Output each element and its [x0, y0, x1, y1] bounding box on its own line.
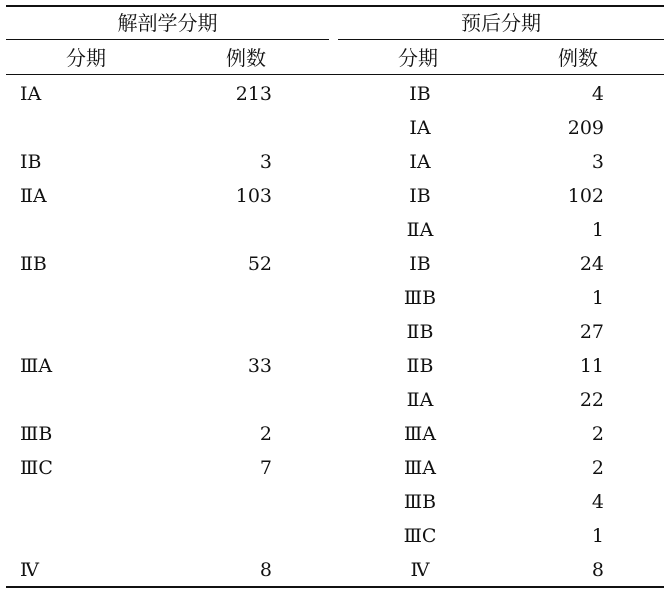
- group-rule-anatomic: [6, 39, 329, 40]
- prognostic-stage-cell: ⅢB: [403, 287, 437, 309]
- anatomic-stage-cell: ⅢB: [20, 423, 53, 445]
- anatomic-count-cell: 2: [259, 423, 272, 445]
- prognostic-stage-cell: IA: [409, 117, 431, 139]
- anatomic-count-cell: [200, 383, 272, 417]
- prognostic-count-cell: 11: [579, 355, 604, 377]
- group-header-anatomic: 解剖学分期: [117, 11, 218, 35]
- anatomic-count-cell: 3: [259, 151, 272, 173]
- anatomic-count-cell: [200, 315, 272, 349]
- prognostic-stage-cell: IB: [409, 83, 431, 105]
- prognostic-count-cell: 102: [567, 185, 604, 207]
- anatomic-count-cell: 103: [235, 185, 272, 207]
- prognostic-count-cell: 1: [591, 287, 604, 309]
- group-header-prognostic: 预后分期: [461, 11, 541, 35]
- anatomic-stage-cell: [20, 383, 100, 417]
- anatomic-count-cell: 33: [247, 355, 272, 377]
- prognostic-count-cell: 4: [591, 491, 604, 513]
- prognostic-count-cell: 4: [591, 83, 604, 105]
- anatomic-stage-cell: [20, 315, 100, 349]
- anatomic-count-cell: 7: [259, 457, 272, 479]
- prognostic-count-cell: 22: [579, 389, 604, 411]
- anatomic-stage-cell: IA: [20, 83, 42, 105]
- prognostic-stage-cell: ⅡA: [406, 219, 434, 241]
- prognostic-count-cell: 2: [591, 423, 604, 445]
- anatomic-stage-cell: ⅢC: [20, 457, 53, 479]
- anatomic-stage-cell: [20, 485, 100, 519]
- prognostic-count-cell: 209: [567, 117, 604, 139]
- prognostic-count-cell: 1: [591, 525, 604, 547]
- prognostic-stage-cell: Ⅳ: [410, 559, 430, 581]
- col-header-anatomic-count: 例数: [226, 46, 266, 70]
- col-header-prognostic-count: 例数: [558, 46, 598, 70]
- anatomic-count-cell: 8: [259, 559, 272, 581]
- col-header-anatomic-stage: 分期: [66, 46, 106, 70]
- anatomic-count-cell: [200, 485, 272, 519]
- anatomic-stage-cell: [20, 111, 100, 145]
- anatomic-stage-cell: ⅡB: [20, 253, 47, 275]
- anatomic-stage-cell: IB: [20, 151, 42, 173]
- prognostic-stage-cell: IA: [409, 151, 431, 173]
- anatomic-stage-cell: [20, 281, 100, 315]
- anatomic-count-cell: [200, 213, 272, 247]
- prognostic-stage-cell: ⅡB: [406, 355, 434, 377]
- prognostic-count-cell: 1: [591, 219, 604, 241]
- anatomic-stage-cell: [20, 519, 100, 553]
- anatomic-stage-cell: ⅡA: [20, 185, 47, 207]
- col-header-prognostic-stage: 分期: [398, 46, 438, 70]
- anatomic-count-cell: [200, 111, 272, 145]
- prognostic-count-cell: 8: [591, 559, 604, 581]
- prognostic-stage-cell: ⅡA: [406, 389, 434, 411]
- anatomic-stage-cell: ⅢA: [20, 355, 53, 377]
- prognostic-count-cell: 27: [579, 321, 604, 343]
- prognostic-count-cell: 2: [591, 457, 604, 479]
- prognostic-count-cell: 3: [591, 151, 604, 173]
- prognostic-stage-cell: ⅢB: [403, 491, 437, 513]
- prognostic-stage-cell: ⅡB: [406, 321, 434, 343]
- anatomic-count-cell: [200, 519, 272, 553]
- prognostic-stage-cell: ⅢA: [403, 423, 437, 445]
- anatomic-stage-cell: Ⅳ: [20, 559, 39, 581]
- prognostic-stage-cell: IB: [409, 253, 431, 275]
- anatomic-count-cell: 52: [247, 253, 272, 275]
- top-rule: [6, 5, 664, 7]
- prognostic-count-cell: 24: [579, 253, 604, 275]
- prognostic-stage-cell: ⅢC: [403, 525, 437, 547]
- anatomic-count-cell: 213: [235, 83, 272, 105]
- anatomic-count-cell: [200, 281, 272, 315]
- group-rule-prognostic: [338, 39, 664, 40]
- prognostic-stage-cell: ⅢA: [403, 457, 437, 479]
- prognostic-stage-cell: IB: [409, 185, 431, 207]
- anatomic-stage-cell: [20, 213, 100, 247]
